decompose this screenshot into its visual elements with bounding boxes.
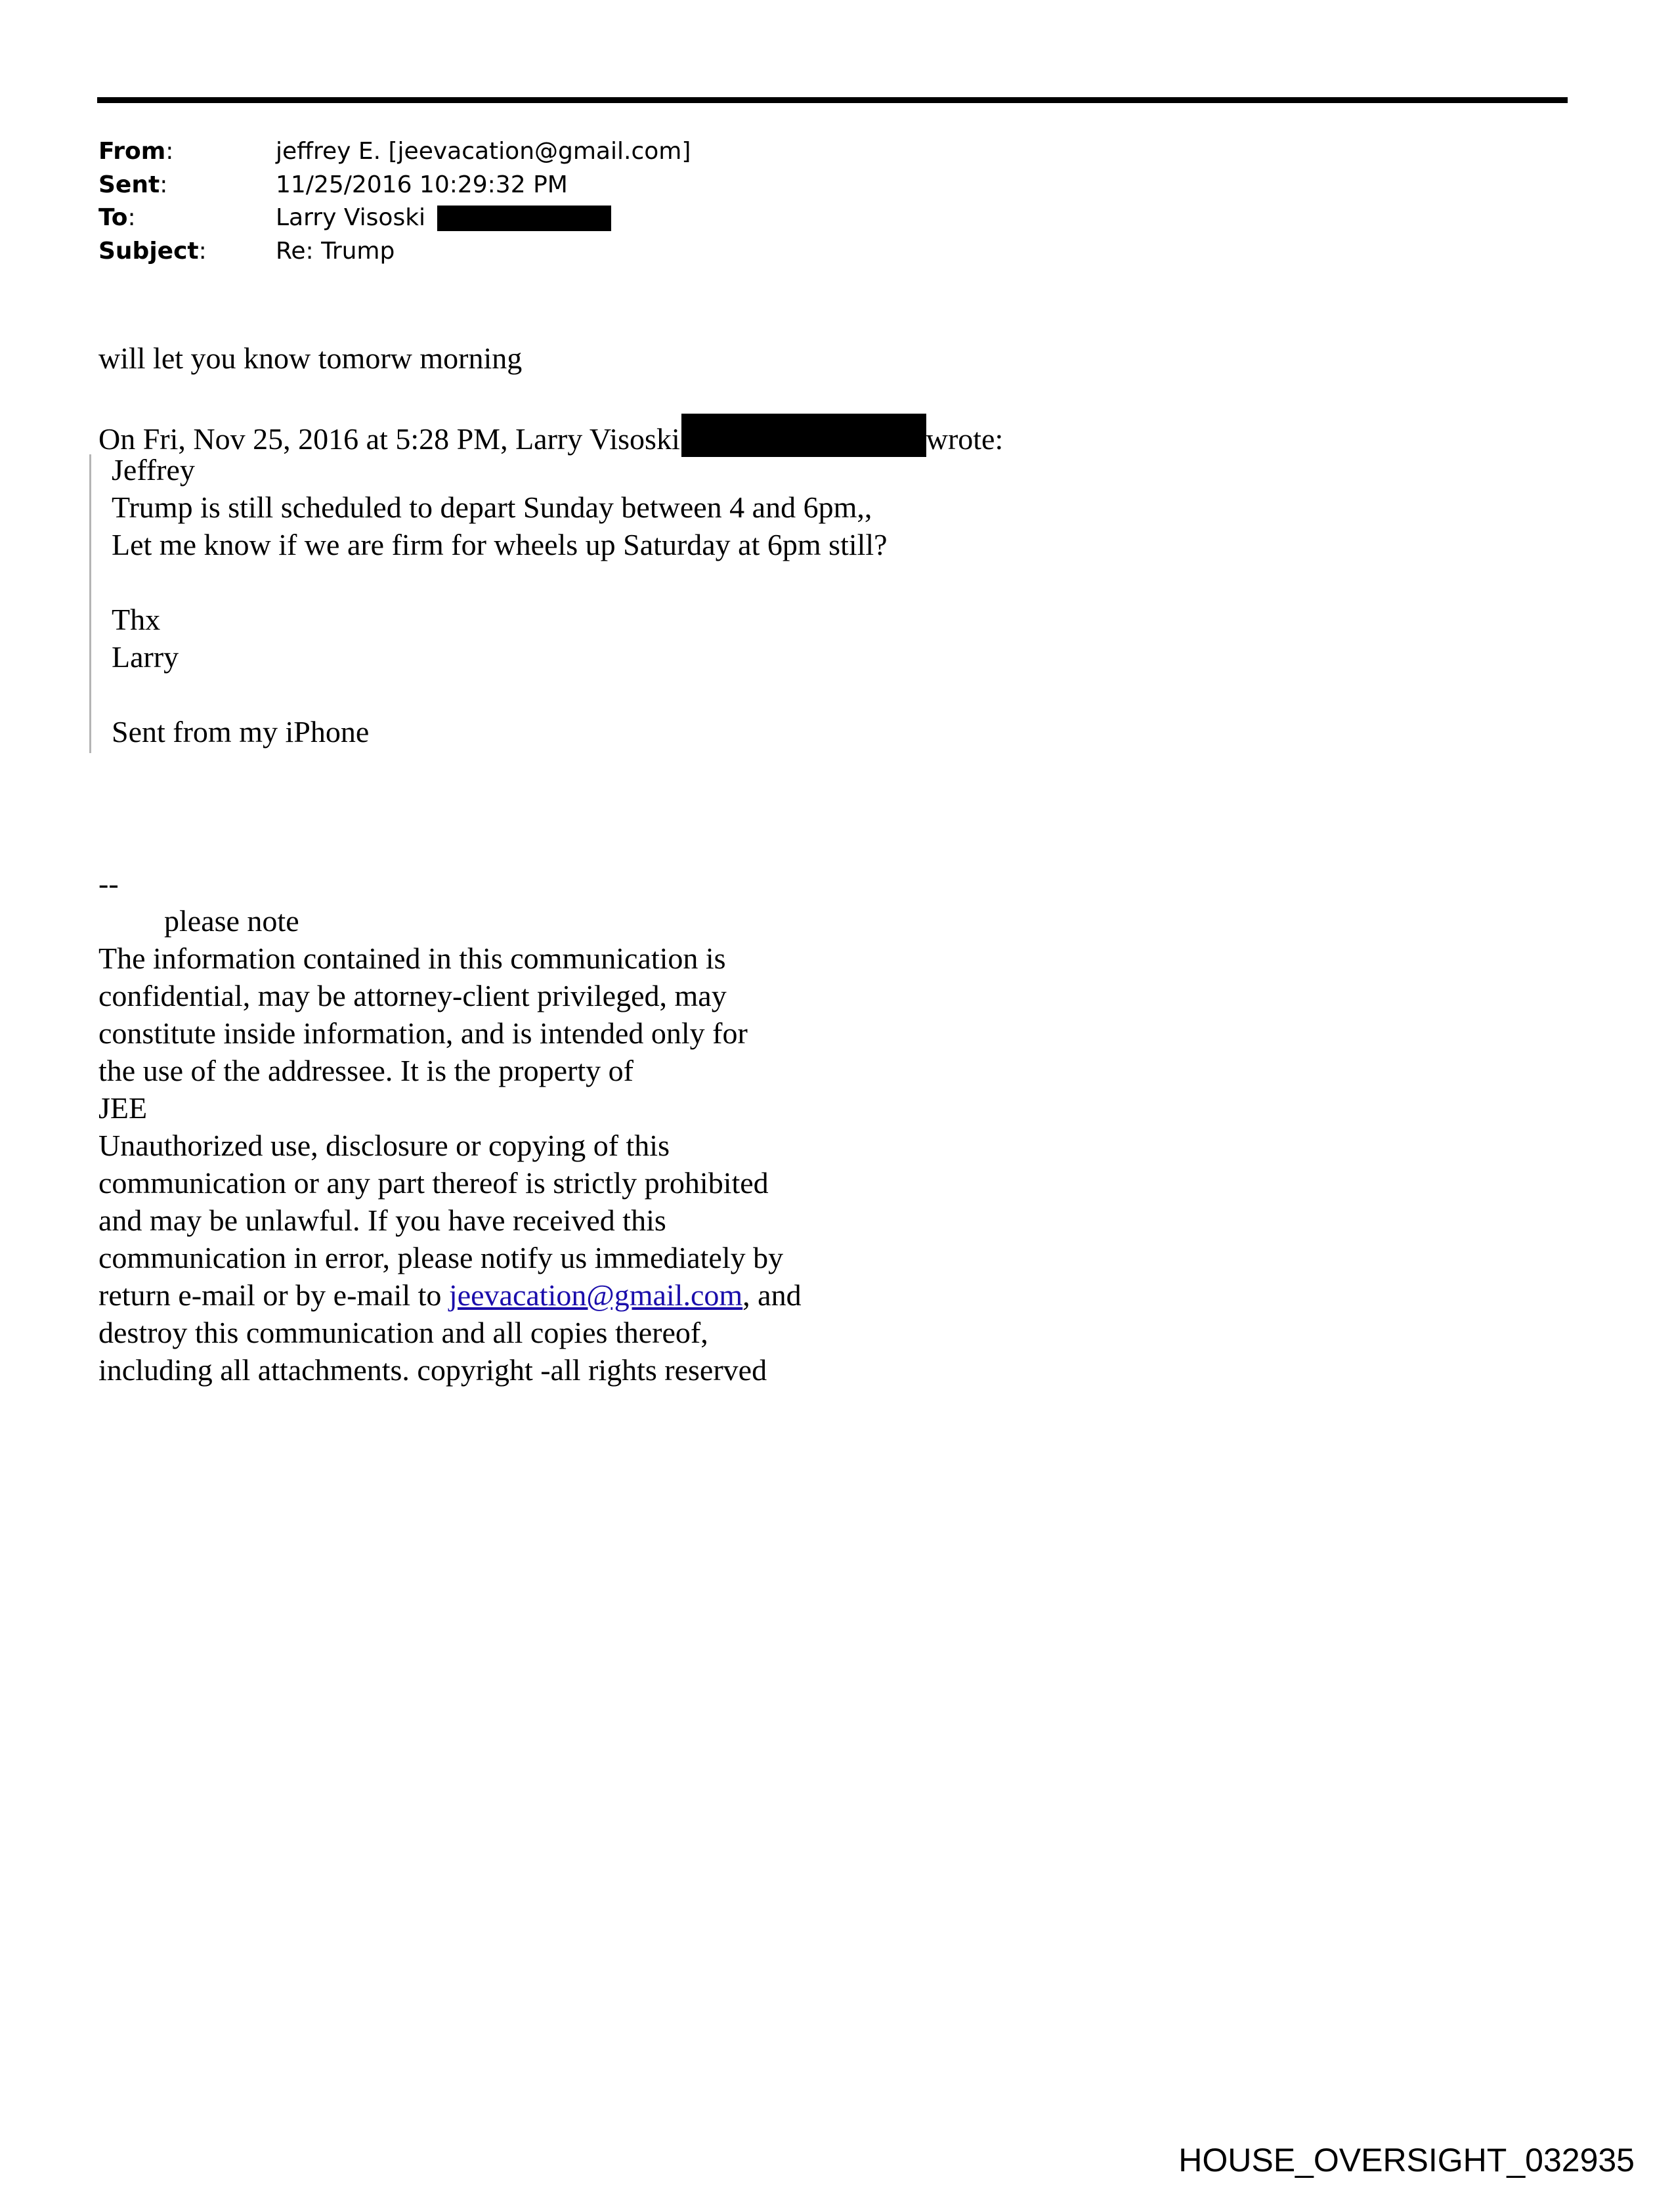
quoted-message (112, 451, 888, 750)
disclaimer-line: JEE (98, 1091, 148, 1125)
disclaimer-line: communication or any part thereof is strictly prohibited (98, 1166, 769, 1200)
header-subject-row: Subject: Re: Trump (98, 235, 691, 269)
signature-disclaimer (98, 865, 802, 1389)
disclaimer-line: Unauthorized use, disclosure or copying of this (98, 1129, 670, 1162)
disclaimer-line: communication in error, please notify us immediately by (98, 1241, 784, 1274)
from-value: jeffrey E. [jeevacation@gmail.com] (276, 138, 691, 165)
header-sent-row: Sent: 11/25/2016 10:29:32 PM (98, 169, 691, 202)
signature-separator: -- (98, 867, 119, 900)
disclaimer-line: the use of the addressee. It is the property of (98, 1054, 633, 1087)
to-value: Larry Visoski (276, 204, 426, 231)
quote-attribution: On Fri, Nov 25, 2016 at 5:28 PM, Larry Visoski wrote: (98, 414, 1003, 458)
subject-value: Re: Trump (276, 237, 395, 265)
bates-number: HOUSE_OVERSIGHT_032935 (1178, 2142, 1635, 2179)
redaction-box (437, 206, 611, 231)
email-header (98, 135, 691, 268)
quote-line: Sent from my iPhone (112, 715, 370, 748)
top-divider-rule (97, 97, 1568, 103)
disclaimer-line: including all attachments. copyright -all rights reserved (98, 1353, 767, 1387)
quote-line: Jeffrey (112, 453, 195, 487)
to-label: To (98, 204, 128, 231)
from-label: From (98, 138, 166, 165)
quote-line: Larry (112, 640, 179, 674)
header-to-row: To: Larry Visoski (98, 202, 691, 235)
subject-label: Subject (98, 237, 199, 265)
email-link[interactable]: jeevacation@gmail.com (448, 1278, 743, 1312)
please-note: please note (164, 904, 299, 938)
disclaimer-line: return e-mail or by e-mail to jeevacation@gmail.com, and (98, 1278, 802, 1312)
header-from-row: From: jeffrey E. [jeevacation@gmail.com] (98, 135, 691, 169)
quote-line: Let me know if we are firm for wheels up Saturday at 6pm still? (112, 528, 888, 561)
disclaimer-line: and may be unlawful. If you have received this (98, 1204, 666, 1237)
reply-text: will let you know tomorw morning (98, 341, 523, 375)
quote-line: Thx (112, 603, 161, 636)
sent-value: 11/25/2016 10:29:32 PM (276, 171, 568, 198)
quote-line: Trump is still scheduled to depart Sunday between 4 and 6pm,, (112, 490, 872, 524)
disclaimer-line: destroy this communication and all copies thereof, (98, 1316, 708, 1349)
sent-label: Sent (98, 171, 160, 198)
disclaimer-line: constitute inside information, and is intended only for (98, 1016, 748, 1050)
disclaimer-line: confidential, may be attorney-client privileged, may (98, 979, 727, 1012)
quote-bar (89, 454, 91, 753)
disclaimer-line: The information contained in this communication is (98, 942, 726, 975)
